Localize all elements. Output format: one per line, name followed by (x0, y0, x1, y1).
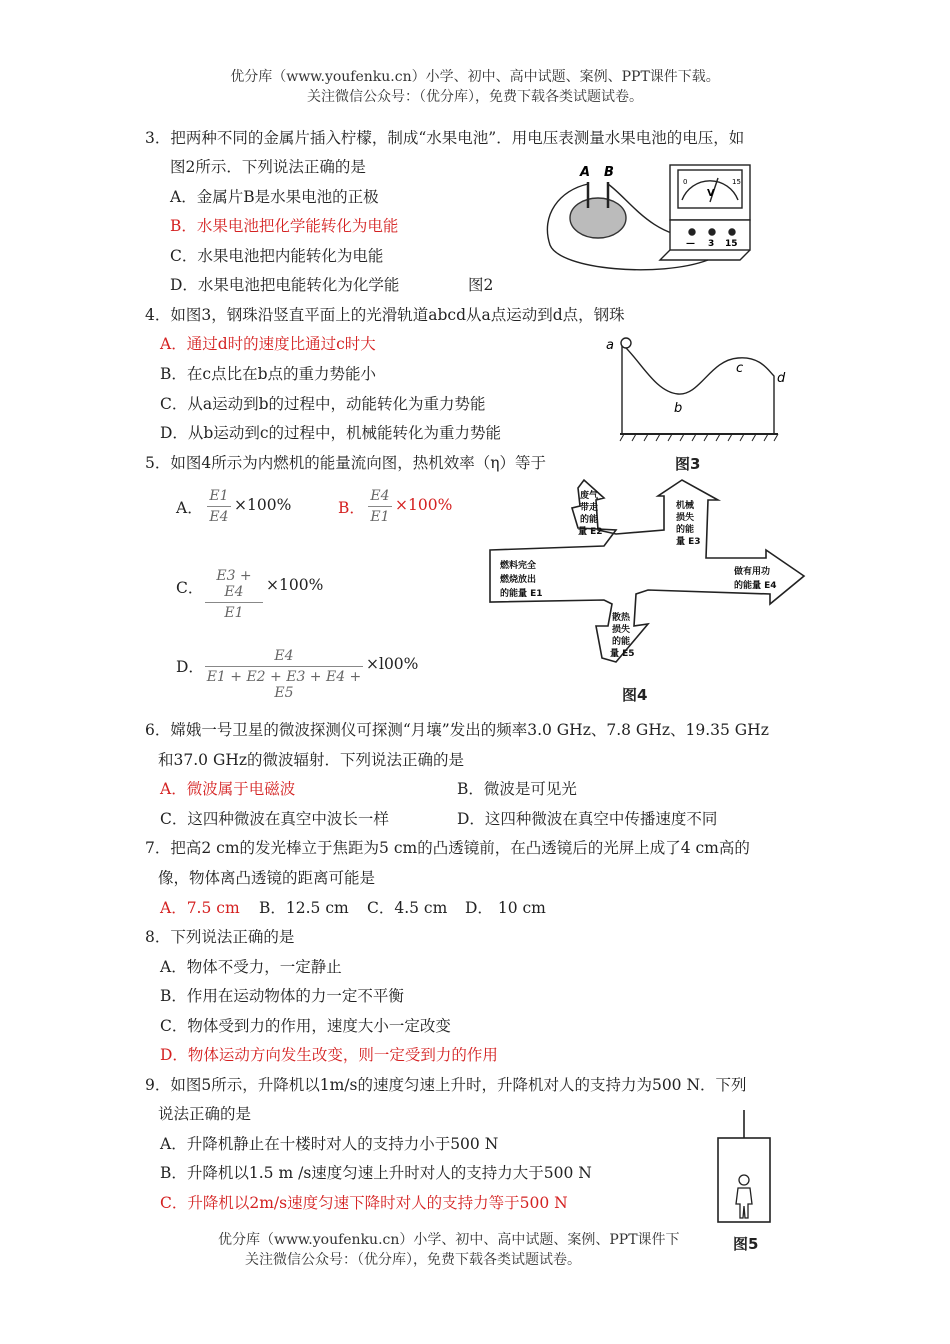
q6-stem-1: 6．嫦娥一号卫星的微波探测仪可探测“月壤”发出的频率3.0 GHz、7.8 GHz、19.35 GHz (145, 721, 769, 739)
q5-b-denominator: E1 (370, 509, 390, 525)
q8-option-a: A．物体不受力，一定静止 (160, 958, 342, 976)
mech-loss-line-3: 的能 (676, 525, 695, 535)
q3-option-d: D．水果电池把电能转化为化学能 (170, 276, 400, 294)
q4-option-b: B．在c点比在b点的重力势能小 (160, 365, 376, 383)
footer-line-2: 关注微信公众号：（优分库），免费下载各类试题试卷。 (245, 1252, 581, 1268)
q5-d-tail: ×l00% (366, 655, 419, 673)
steel-ball (621, 338, 631, 348)
terminal-15: 15 (725, 239, 738, 249)
q6-option-b: B．微波是可见光 (457, 780, 577, 798)
q7-option-c: C．4.5 cm (367, 899, 448, 917)
q9-stem-1: 9．如图5所示，升降机以1m/s的速度匀速上升时，升降机对人的支持力为500 N．下列 (145, 1076, 747, 1094)
header-line-2: 关注微信公众号：（优分库），免费下载各类试题试卷。 (307, 89, 643, 105)
q8-option-c: C．物体受到力的作用，速度大小一定改变 (160, 1017, 451, 1035)
footer-line-1: 优分库（www.youfenku.cn）小学、初中、高中试题、案例、PPT课件下 (218, 1232, 680, 1248)
q9-stem-2: 说法正确的是 (158, 1105, 252, 1123)
q9-option-c: C．升降机以2m/s速度匀速下降时对人的支持力等于500 N (160, 1194, 568, 1212)
q5-d-numerator: E4 (274, 648, 294, 664)
q6-option-c: C．这四种微波在真空中波长一样 (160, 810, 389, 828)
label-a: A (580, 165, 591, 180)
q5-option-a-fraction (207, 488, 231, 525)
q9-figure-caption: 图5 (733, 1235, 759, 1253)
q7-option-a: A．7.5 cm (160, 899, 240, 917)
exhaust-line-2: 带走 (580, 503, 599, 513)
terminal-minus: — (686, 239, 695, 249)
point-c: c (736, 361, 744, 376)
q5-option-c-fraction (205, 568, 263, 621)
q6-stem-2: 和37.0 GHz的微波辐射．下列说法正确的是 (158, 751, 465, 769)
q4-option-a: A．通过d时的速度比通过c时大 (160, 335, 376, 353)
track-figure (600, 330, 790, 442)
header-line-1: 优分库（www.youfenku.cn）小学、初中、高中试题、案例、PPT课件下载。 (230, 69, 720, 85)
useful-work-line-2: 的能量 E4 (734, 581, 777, 591)
q7-stem-1: 7．把高2 cm的发光棒立于焦距为5 cm的凸透镜前，在凸透镜后的光屏上成了4 cm高的 (145, 839, 750, 857)
q5-a-numerator: E1 (209, 488, 229, 504)
heat-loss-line-4: 量 E5 (610, 649, 635, 659)
q5-c-tail: ×100% (266, 576, 324, 594)
q6-option-d: D．这四种微波在真空中传播速度不同 (457, 810, 718, 828)
q5-figure-caption: 图4 (622, 686, 648, 704)
heat-loss-line-2: 损失 (612, 625, 631, 635)
q4-option-d: D．从b运动到c的过程中，机械能转化为重力势能 (160, 424, 502, 442)
q5-option-d-fraction (205, 648, 363, 701)
q5-a-denominator: E4 (209, 509, 229, 525)
useful-work-line-1: 做有用功 (734, 567, 771, 577)
q3-figure-caption: 图2 (468, 276, 494, 294)
point-a: a (606, 338, 614, 353)
q5-option-a-label: A． (176, 499, 203, 517)
heat-loss-line-3: 的能 (612, 637, 631, 647)
q4-stem: 4．如图3，钢珠沿竖直平面上的光滑轨道abcd从a点运动到d点，钢珠 (145, 306, 625, 324)
lemon (570, 198, 626, 238)
exhaust-line-3: 的能 (580, 515, 599, 525)
q3-option-a: A．金属片B是水果电池的正极 (170, 188, 379, 206)
energy-flow-figure (486, 478, 808, 670)
meter-scale-right: 15 (732, 178, 741, 186)
q9-option-b: B．升降机以1.5 m /s速度匀速上升时对人的支持力大于500 N (160, 1164, 592, 1182)
input-energy-line-3: 的能量 E1 (500, 589, 543, 599)
q4-option-c: C．从a运动到b的过程中，动能转化为重力势能 (160, 395, 486, 413)
meter-scale-left: 0 (683, 178, 688, 186)
q4-figure-caption: 图3 (675, 455, 701, 473)
terminal-3: 3 (708, 239, 715, 249)
q5-option-c-label: C． (176, 579, 204, 597)
mech-loss-line-4: 量 E3 (676, 537, 701, 547)
q5-d-denominator: E1 + E2 + E3 + E4 + E5 (206, 669, 362, 701)
q5-a-tail: ×100% (234, 496, 292, 514)
fruit-battery-figure (540, 160, 755, 280)
exhaust-line-1: 废气 (580, 491, 599, 501)
elevator-figure (714, 1108, 774, 1224)
heat-loss-line-1: 散热 (612, 613, 631, 623)
q3-stem-1: 3．把两种不同的金属片插入柠檬，制成“水果电池”．用电压表测量水果电池的电压，如 (145, 129, 745, 147)
track-curve (622, 344, 774, 434)
q3-stem-2: 图2所示．下列说法正确的是 (170, 158, 366, 176)
mech-loss-line-1: 机械 (676, 501, 695, 511)
q5-option-d-label: D． (176, 658, 204, 676)
q9-option-a: A．升降机静止在十楼时对人的支持力小于500 N (160, 1135, 499, 1153)
q5-stem: 5．如图4所示为内燃机的能量流向图，热机效率（η）等于 (145, 454, 547, 472)
q5-b-tail: ×100% (395, 496, 453, 514)
input-energy-line-1: 燃料完全 (500, 561, 537, 571)
q7-stem-2: 像，物体离凸透镜的距离可能是 (158, 869, 376, 887)
q3-option-b: B．水果电池把化学能转化为电能 (170, 217, 399, 235)
point-b: b (674, 401, 683, 416)
label-b: B (604, 165, 614, 180)
q5-option-b-fraction (368, 488, 392, 525)
q5-c-numerator: E3 + E4 (216, 568, 252, 600)
q6-option-a: A．微波属于电磁波 (160, 780, 296, 798)
exhaust-line-4: 量 E2 (578, 527, 603, 537)
q8-stem: 8．下列说法正确的是 (145, 928, 295, 946)
q7-option-b: B．12.5 cm (259, 899, 349, 917)
q8-option-d: D．物体运动方向发生改变，则一定受到力的作用 (160, 1046, 498, 1064)
q5-b-numerator: E4 (370, 488, 390, 504)
q5-c-denominator: E1 (224, 605, 244, 621)
point-d: d (777, 371, 786, 386)
q8-option-b: B．作用在运动物体的力一定不平衡 (160, 987, 404, 1005)
meter-scale-mid: V (707, 188, 715, 199)
mech-loss-line-2: 损失 (676, 513, 695, 523)
q3-option-c: C．水果电池把内能转化为电能 (170, 247, 384, 265)
q7-option-d: D． 10 cm (465, 899, 546, 917)
q5-option-b-label: B． (338, 499, 365, 517)
input-energy-line-2: 燃烧放出 (500, 575, 537, 585)
